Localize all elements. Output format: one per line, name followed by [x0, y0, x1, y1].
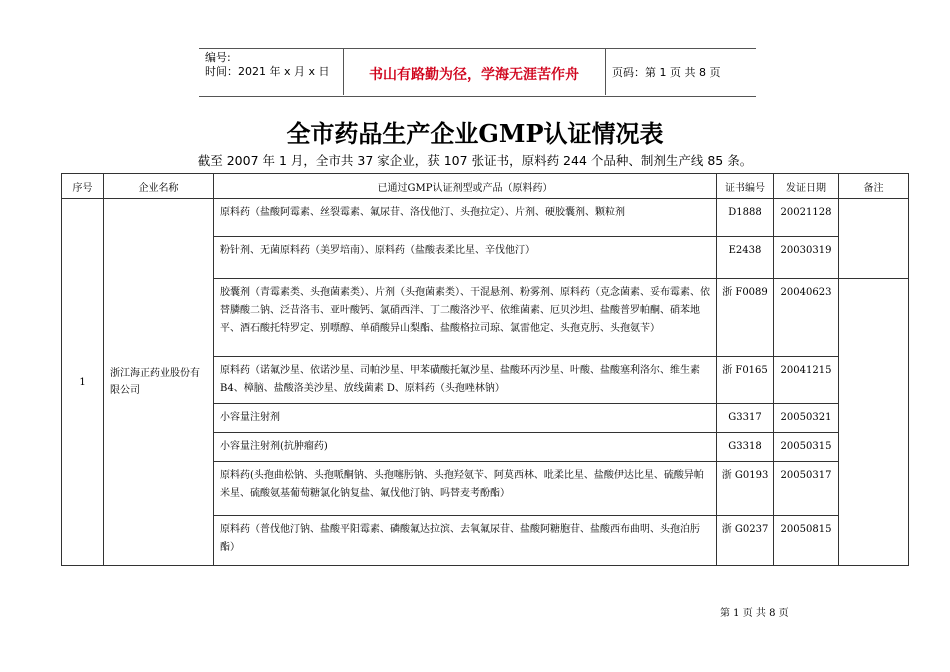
page-subtitle: 截至 2007 年 1 月，全市共 37 家企业，获 107 张证书，原料药 244 个品种、制剂生产线 85 条。 [197, 153, 753, 168]
header-bottom-rule [199, 96, 756, 97]
cell-cert: E2438 [717, 237, 774, 279]
header-issue-date: 发证日期 [774, 174, 839, 199]
page-footer: 第 1 页 共 8 页 [720, 608, 789, 619]
cell-company: 浙江海正药业股份有限公司 [104, 199, 214, 566]
header-remarks: 备注 [839, 174, 909, 199]
cell-date: 20050315 [774, 433, 839, 462]
page-title: 全市药品生产企业GMP认证情况表 [286, 119, 664, 148]
cell-cert: D1888 [717, 199, 774, 237]
cell-date: 20050321 [774, 404, 839, 433]
table-row [62, 199, 909, 237]
cell-product: 原料药（诺氟沙星、依诺沙星、司帕沙星、甲苯磺酸托氟沙星、盐酸环丙沙星、叶酸、盐酸塞利洛尔、维生素 B4、樟脑、盐酸洛美沙星、放线菌素 D、原料药（头孢唑林钠） [214, 357, 717, 404]
cell-product: 原料药（普伐他汀钠、盐酸平阳霉素、磷酸氟达拉滨、去氧氟尿苷、盐酸阿糖胞苷、盐酸西布曲明、头孢泊肟酯） [214, 516, 717, 566]
cell-date: 20041215 [774, 357, 839, 404]
header-cert-no: 证书编号 [717, 174, 774, 199]
cell-date: 20040623 [774, 279, 839, 357]
cell-date: 20030319 [774, 237, 839, 279]
cell-remark [839, 199, 909, 279]
cell-seq: 1 [62, 199, 104, 566]
cell-product: 小容量注射剂(抗肿瘤药) [214, 433, 717, 462]
header-motto: 书山有路勤为径，学海无涯苦作舟 [369, 67, 579, 83]
cell-cert: 浙 G0193 [717, 462, 774, 516]
gmp-table [61, 173, 909, 566]
cell-remark [839, 279, 909, 566]
cell-product: 原料药（盐酸阿霉素、丝裂霉素、氟尿苷、洛伐他汀、头孢拉定）、片剂、硬胶囊剂、颗粒剂 [214, 199, 717, 237]
header-company: 企业名称 [104, 174, 214, 199]
header-divider-right [605, 49, 606, 95]
header-products: 已通过GMP认证剂型或产品（原料药） [214, 174, 717, 199]
header-seq: 序号 [62, 174, 104, 199]
cell-product: 胶囊剂（青霉素类、头孢菌素类）、片剂（头孢菌素类）、干混悬剂、粉雾剂、原料药（克念菌素、妥布霉素、依替膦酸二钠、泛昔洛韦、亚叶酸钙、氯硝西泮、丁二酸洛沙平、依维菌素、厄贝沙坦、盐酸普罗帕酮、硝苯地平、酒石酸托特罗定、别嘌醇、单硝酸异山梨酯、盐酸格拉司琼、氯雷他定、头孢克肟、头孢氨苄） [214, 279, 717, 357]
header-page-label: 页码：第 1 页 共 8 页 [612, 66, 721, 79]
cell-cert: 浙 G0237 [717, 516, 774, 566]
doc-number-label: 编号: [205, 51, 231, 64]
cell-cert: G3318 [717, 433, 774, 462]
table-header-row [62, 174, 909, 199]
cell-date: 20050317 [774, 462, 839, 516]
cell-date: 20050815 [774, 516, 839, 566]
cell-cert: 浙 F0089 [717, 279, 774, 357]
doc-time-label: 时间：2021 年 x 月 x 日 [205, 65, 330, 78]
cell-product: 粉针剂、无菌原料药（美罗培南）、原料药（盐酸表柔比星、辛伐他汀） [214, 237, 717, 279]
cell-cert: 浙 F0165 [717, 357, 774, 404]
cell-product: 小容量注射剂 [214, 404, 717, 433]
cell-product: 原料药(头孢曲松钠、头孢哌酮钠、头孢噻肟钠、头孢羟氨苄、阿莫西林、吡柔比星、盐酸伊达比星、硫酸异帕米星、硫酸氨基葡萄糖氯化钠复盐、氟伐他汀钠、吗替麦考酚酯） [214, 462, 717, 516]
cell-cert: G3317 [717, 404, 774, 433]
cell-date: 20021128 [774, 199, 839, 237]
header-top-rule [199, 48, 756, 49]
